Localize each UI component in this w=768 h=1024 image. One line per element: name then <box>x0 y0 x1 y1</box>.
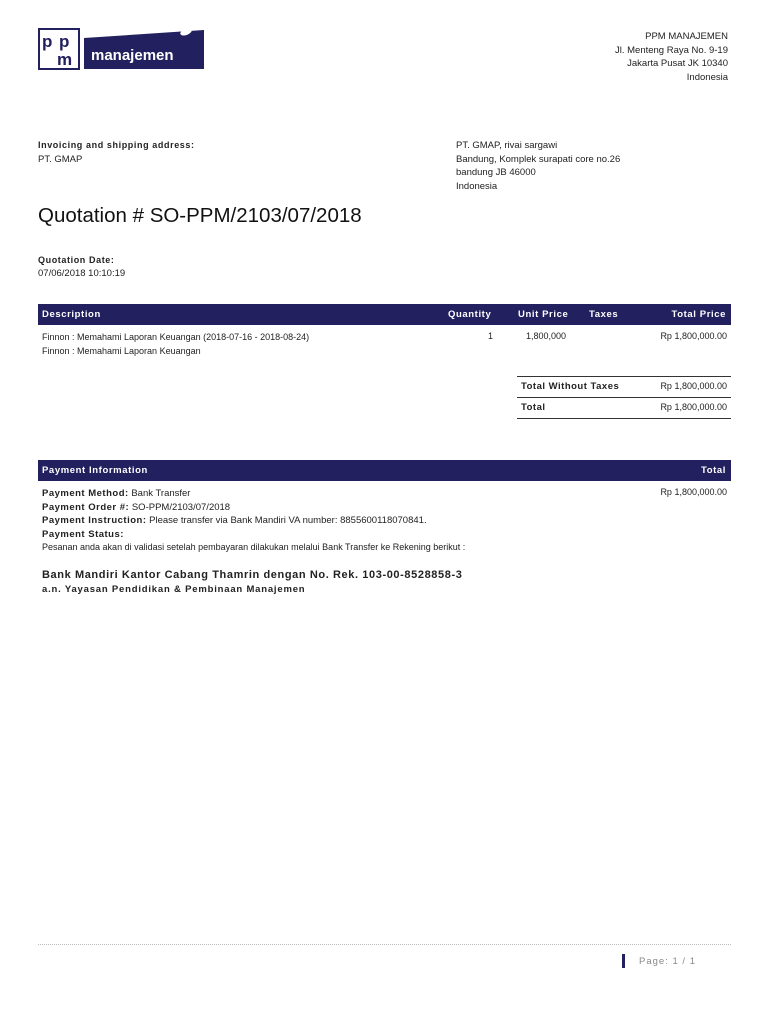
total-row <box>517 398 731 419</box>
ppm-logo-graphic <box>38 28 204 70</box>
quotation-date-value: 07/06/2018 10:10:19 <box>38 268 126 279</box>
logo-wordmark: manajemen <box>91 47 174 64</box>
items-table-header <box>38 304 731 325</box>
payment-method-value: Bank Transfer <box>131 488 191 499</box>
invoicing-label: Invoicing and shipping address: <box>38 140 195 150</box>
item-description-line1: Finnon : Memahami Laporan Keuangan (2018-07-16 - 2018-08-24) <box>42 332 310 342</box>
item-quantity: 1 <box>488 331 494 341</box>
total-without-taxes-value: Rp 1,800,000.00 <box>660 381 727 391</box>
page-separator: / <box>682 956 687 967</box>
page-current: 1 <box>672 956 679 967</box>
payment-header-info: Payment Information <box>42 465 148 476</box>
company-street: Jl. Menteng Raya No. 9-19 <box>614 44 728 56</box>
payment-method-label: Payment Method: <box>42 488 129 499</box>
bank-account-line: Bank Mandiri Kantor Cabang Thamrin dengan No. Rek. 103-00-8528858-3 <box>42 569 463 581</box>
payment-order-value: SO-PPM/2103/07/2018 <box>131 501 231 513</box>
company-country: Indonesia <box>686 71 728 83</box>
payment-header-total: Total <box>701 465 726 476</box>
account-name: a.n. Yayasan Pendidikan & Pembinaan Manajemen <box>42 584 306 595</box>
payment-status-row <box>42 528 732 542</box>
payment-order-row <box>42 501 732 515</box>
header-taxes: Taxes <box>589 309 619 320</box>
company-name: PPM MANAJEMEN <box>645 31 728 42</box>
payment-status-label: Payment Status: <box>42 528 124 540</box>
logo-letter-m: m <box>57 50 73 69</box>
payment-total-value: Rp 1,800,000.00 <box>660 487 727 497</box>
payment-instruction-value: Please transfer via Bank Mandiri VA number: 8855600118070841. <box>149 515 427 526</box>
page-label: Page: <box>639 956 669 967</box>
payment-method-row <box>42 487 732 501</box>
company-address <box>615 30 728 84</box>
logo-letter-p1: p <box>42 32 53 51</box>
partner-street: Bandung, Komplek surapati core no.26 <box>456 153 621 165</box>
payment-details <box>42 487 732 555</box>
total-without-taxes-label: Total Without Taxes <box>521 381 620 392</box>
header-unit-price: Unit Price <box>518 309 569 320</box>
header-quantity: Quantity <box>448 309 492 320</box>
footer-divider <box>38 944 731 945</box>
item-unit-price: 1,800,000 <box>526 331 567 341</box>
quotation-date-label: Quotation Date: <box>38 255 115 265</box>
quotation-date <box>38 254 125 280</box>
payment-note: Pesanan anda akan di validasi setelah pembayaran dilakukan melalui Bank Transfer ke Rekening berikut : <box>42 542 466 552</box>
header-description: Description <box>42 309 101 320</box>
total-label: Total <box>521 402 546 413</box>
partner-country: Indonesia <box>456 180 498 192</box>
partner-city: bandung JB 46000 <box>456 167 536 178</box>
header-total-price: Total Price <box>671 309 726 320</box>
invoicing-address <box>38 139 195 166</box>
total-without-taxes-row <box>517 376 731 398</box>
page-marker <box>622 954 625 968</box>
invoicing-value: PT. GMAP <box>38 153 83 165</box>
item-total-price: Rp 1,800,000.00 <box>660 331 727 341</box>
page-number <box>639 956 696 967</box>
logo-letter-p2: p <box>59 32 70 51</box>
payment-instruction-row <box>42 514 732 528</box>
partner-address <box>456 139 620 193</box>
partner-name: PT. GMAP, rivai sargawi <box>456 140 558 151</box>
item-description-line2: Finnon : Memahami Laporan Keuangan <box>42 345 201 356</box>
payment-table-header <box>38 460 731 481</box>
payment-instruction-label: Payment Instruction: <box>42 515 147 526</box>
company-logo <box>38 28 204 70</box>
page-total: 1 <box>689 956 696 967</box>
totals-block <box>517 376 731 419</box>
company-city: Jakarta Pusat JK 10340 <box>627 58 728 69</box>
page-title: Quotation # SO-PPM/2103/07/2018 <box>38 204 362 227</box>
table-row <box>42 331 309 358</box>
payment-order-label: Payment Order #: <box>42 501 130 513</box>
total-value: Rp 1,800,000.00 <box>660 402 727 412</box>
